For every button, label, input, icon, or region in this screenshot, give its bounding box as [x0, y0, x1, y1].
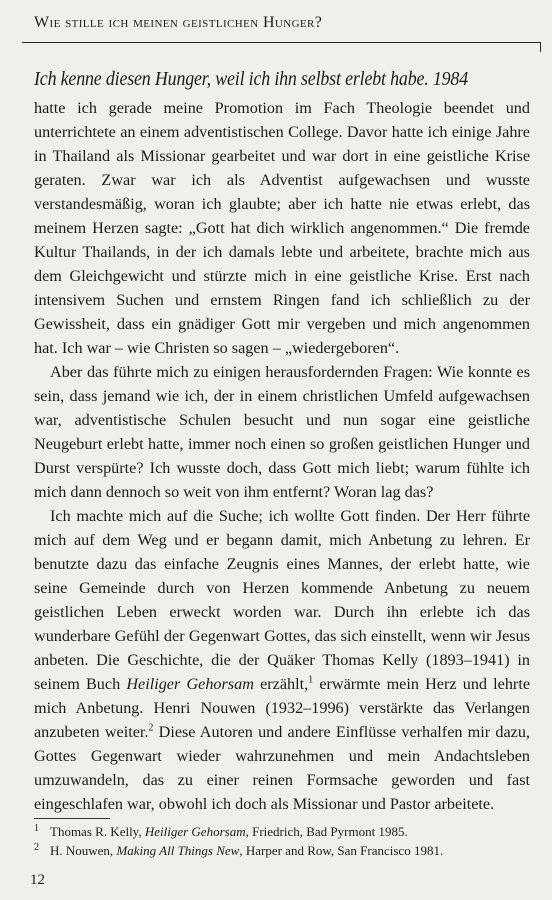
footnote-mark-1[interactable]: 1	[308, 674, 314, 686]
paragraph-3-part-d: Diese Autoren und andere Einflüsse verhalfen mir dazu, Gottes Gegenwart wieder wahrzunehmen und mein Andachtsleben umzuwandeln, das zu einer reinen Formsache geworden und fast eingeschlafen war, obwohl ich doch als Missionar und Pastor arbeitete.	[34, 723, 530, 813]
footnote-author: Thomas R. Kelly,	[50, 824, 145, 839]
footnote-title: Heiliger Gehorsam	[144, 824, 246, 839]
lede-line: Ich kenne diesen Hunger, weil ich ihn selbst erlebt habe. 1984	[34, 69, 469, 90]
footnote-publisher: , Friedrich, Bad Pyrmont 1985.	[245, 824, 408, 839]
paragraph-3	[34, 504, 530, 816]
paragraph-3-part-a: Ich machte mich auf die Suche; ich wollte Gott finden. Der Herr führte mich auf dem Weg und er begann damit, mich Anbetung zu lehren. Er benutzte dazu das einfache Zeugnis eines Mannes, der erlebt hatte, wie seine Gemeinde durch von Herzen kommende Anbetung zu neuem geistlichen Leben erweckt worden war. Durch ihn erlebte ich das wunderbare Gefühl der Gegenwart Gottes, das sich einstellt, wenn wir Jesus anbeten. Die Geschichte, die der Quäker Thomas Kelly (1893–1941) in seinem Buch	[34, 507, 530, 693]
footnotes	[34, 822, 534, 860]
footnote-title: Making All Things New	[116, 843, 240, 858]
footnote-mark-2[interactable]: 2	[148, 722, 154, 734]
paragraph-3-part-b: erzählt,	[253, 675, 309, 693]
footnote-author: H. Nouwen,	[50, 843, 117, 858]
page-number: 12	[30, 872, 45, 888]
footnote-1: 1 Thomas R. Kelly, Heiliger Gehorsam, Friedrich, Bad Pyrmont 1985.	[34, 822, 408, 839]
footnote-publisher: , Harper and Row, San Francisco 1981.	[239, 843, 444, 858]
paragraph-3-part-c: erwärmte mein Herz und lehrte mich Anbetung. Henri Nouwen (1932–1996) verstärkte das Verlangen anzubeten weiter.	[34, 675, 531, 741]
header-rule-tick	[540, 42, 541, 52]
body-text	[34, 64, 530, 816]
footnote-rule	[34, 818, 110, 819]
running-head: Wie stille ich meinen geistlichen Hunger?	[34, 14, 323, 31]
paragraph-2: Aber das führte mich zu einigen herausfordernden Fragen: Wie konnte es sein, dass jemand wie ich, der in einem christlichen Umfeld aufgewachsen war, adventistische Schulen besucht und nun sogar eine geistliche Neugeburt erlebt hatte, immer noch einen so großen geistlichen Hunger und Durst verspürte? Ich wusste doch, dass Gott mich liebt; warum fühlte ich mich dann dennoch so weit von ihm entfernt? Woran lag das?	[34, 363, 530, 501]
book-title-heiliger-gehorsam: Heiliger Gehorsam	[126, 675, 254, 693]
header-rule	[22, 42, 540, 43]
footnote-2: 2 H. Nouwen, Making All Things New, Harper and Row, San Francisco 1981.	[34, 841, 444, 858]
paragraph-1: hatte ich gerade meine Promotion im Fach Theologie beendet und unterrichtete an einem adventistischen College. Davor hatte ich einige Jahre in Thailand als Missionar gearbeitet und war dort in eine geistliche Krise geraten. Zwar war ich als Adventist aufgewachsen und wusste verstandesmäßig, woran ich glaubte; aber ich hatte nie etwas erlebt, das meinem Herzen sagte: „Gott hat dich wirklich angenommen.“ Die fremde Kultur Thailands, in der ich damals lebte und arbeitete, brachte mich aus dem Gleichgewicht und stürzte mich in eine geistliche Krise. Erst nach intensivem Suchen und ernstem Ringen fand ich schließlich zu der Gewissheit, dass ein gnädiger Gott mir vergeben und mich angenommen hat. Ich war – wie Christen so sagen – „wiedergeboren“.	[34, 99, 530, 357]
